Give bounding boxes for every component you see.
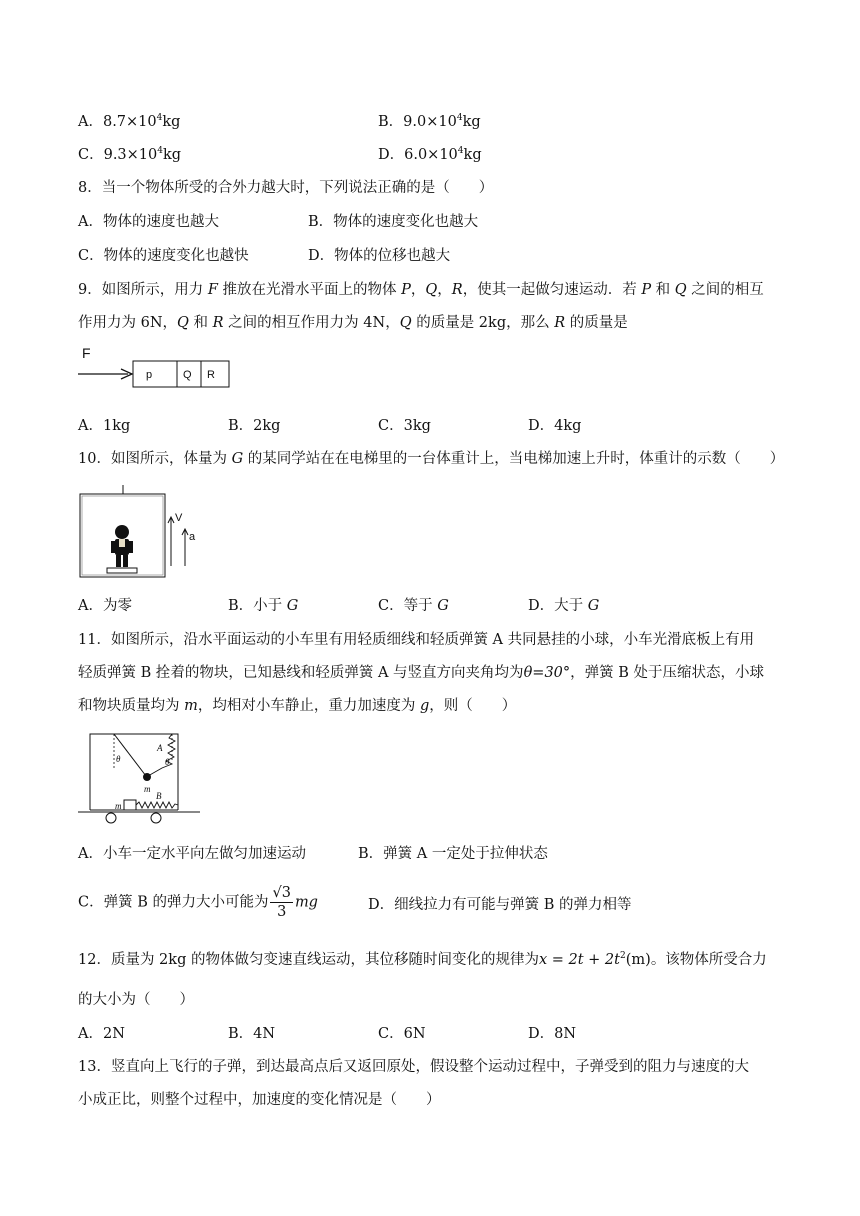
q10-option-a: A．为零	[78, 598, 132, 614]
q11-option-d: D．细线拉力有可能与弹簧 B 的弹力相等	[368, 897, 632, 913]
cart-body	[90, 734, 178, 810]
q10-option-c: C．等于 G	[378, 598, 449, 614]
q8-option-d: D．物体的位移也越大	[308, 248, 451, 264]
q7-option-a: A．$8.7\times 10^4kg$	[78, 113, 181, 130]
q11-stem-line1: 11．如图所示，沿水平面运动的小车里有用轻质细线和轻质弹簧 A 共同悬挂的小球，小车光滑底板上有用	[78, 632, 755, 648]
q9-block-r	[201, 361, 229, 387]
q9-stem-line1: 9．如图所示，用力 F 推放在光滑水平面上的物体 P，Q，R，使其一起做匀速运动．若 P 和 Q 之间的相互	[78, 282, 764, 298]
q7-option-d: D．$6.0\times 10^4kg$	[378, 146, 482, 163]
theta-label-right: θ	[165, 757, 170, 767]
q9-force-label: F	[82, 345, 91, 361]
q10-elevator-figure	[76, 484, 216, 580]
q11-cart-figure	[76, 730, 206, 828]
q11-option-b: B．弹簧 A 一定处于拉伸状态	[358, 846, 548, 862]
q8-option-c: C．物体的速度变化也越快	[78, 248, 249, 264]
q9-stem-line2: 作用力为 6N，Q 和 R 之间的相互作用力为 4N，Q 的质量是 2kg，那么 R 的质量是	[78, 315, 628, 331]
q11-option-a: A．小车一定水平向左做匀加速运动	[78, 846, 306, 862]
acceleration-label: a	[189, 531, 196, 543]
q12-option-a: A．2N	[78, 1026, 125, 1042]
q7-option-c: C．$9.3\times 10^4kg$	[78, 146, 182, 163]
q10-option-d: D．大于 G	[528, 598, 600, 614]
ball-mass-label: m	[144, 784, 151, 794]
q11-option-c: C．弹簧 B 的弹力大小可能为 $\frac{√3}{3}$ mg	[78, 885, 318, 920]
q9-option-a: A．1kg	[78, 418, 131, 434]
q12-option-b: B．4N	[228, 1026, 276, 1042]
q12-option-d: D．8N	[528, 1026, 577, 1042]
q8-stem: 8．当一个物体所受的合外力越大时，下列说法正确的是（ ）	[78, 180, 494, 196]
spring-b	[136, 802, 178, 808]
cart-wheel-right	[151, 813, 161, 823]
spring-b-label: B	[156, 791, 162, 801]
q12-option-c: C．6N	[378, 1026, 426, 1042]
q9-block-p-label: p	[146, 369, 153, 381]
q10-stem: 10．如图所示，体量为 G 的某同学站在在电梯里的一台体重计上，当电梯加速上升时，体重计的示数（ ）	[78, 451, 785, 467]
block-mass-label: m	[115, 801, 122, 811]
q9-option-d: D．4kg	[528, 418, 582, 434]
student-figure	[111, 525, 133, 567]
q9-option-b: B．2kg	[228, 418, 281, 434]
sqrt3-over-3-fraction: $\frac{√3}{3}$	[272, 885, 291, 920]
q12-stem-line1: 12．质量为 2kg 的物体做匀变速直线运动，其位移随时间变化的规律为$x = 2t + 2t^2(m)$。该物体所受合力	[78, 951, 767, 968]
q9-block-q-label: Q	[183, 369, 192, 381]
q11-stem-line3: 和物块质量均为 m，均相对小车静止，重力加速度为 g，则（ ）	[78, 698, 517, 714]
q8-option-b: B．物体的速度变化也越大	[308, 214, 479, 230]
weighing-scale	[107, 568, 137, 573]
block	[124, 800, 136, 810]
q10-option-b: B．小于 G	[228, 598, 299, 614]
ball	[143, 773, 151, 781]
q12-formula: x = 2t + 2t	[538, 952, 620, 968]
q9-blocks-figure	[76, 344, 236, 390]
q9-option-c: C．3kg	[378, 418, 431, 434]
q11-stem-line2: 轻质弹簧 B 拴着的物块，已知悬线和轻质弹簧 A 与竖直方向夹角均为θ=30°，弹簧 B 处于压缩状态，小球	[78, 665, 765, 681]
q8-option-a: A．物体的速度也越大	[78, 214, 219, 230]
velocity-label: V	[175, 512, 183, 524]
theta-label-left: θ	[116, 754, 121, 764]
q13-stem-line2: 小成正比，则整个过程中，加速度的变化情况是（ ）	[78, 1092, 441, 1108]
q9-block-r-label: R	[207, 369, 215, 381]
spring-a	[148, 734, 175, 776]
spring-a-label: A	[157, 743, 163, 753]
cart-wheel-left	[106, 813, 116, 823]
q13-stem-line1: 13．竖直向上飞行的子弹，到达最高点后又返回原处，假设整个运动过程中，子弹受到的阻力与速度的大	[78, 1059, 749, 1075]
q7-option-b: B．$9.0\times 10^4kg$	[378, 113, 481, 130]
q12-stem-line2: 的大小为（ ）	[78, 992, 194, 1008]
q9-block-p	[133, 361, 177, 387]
